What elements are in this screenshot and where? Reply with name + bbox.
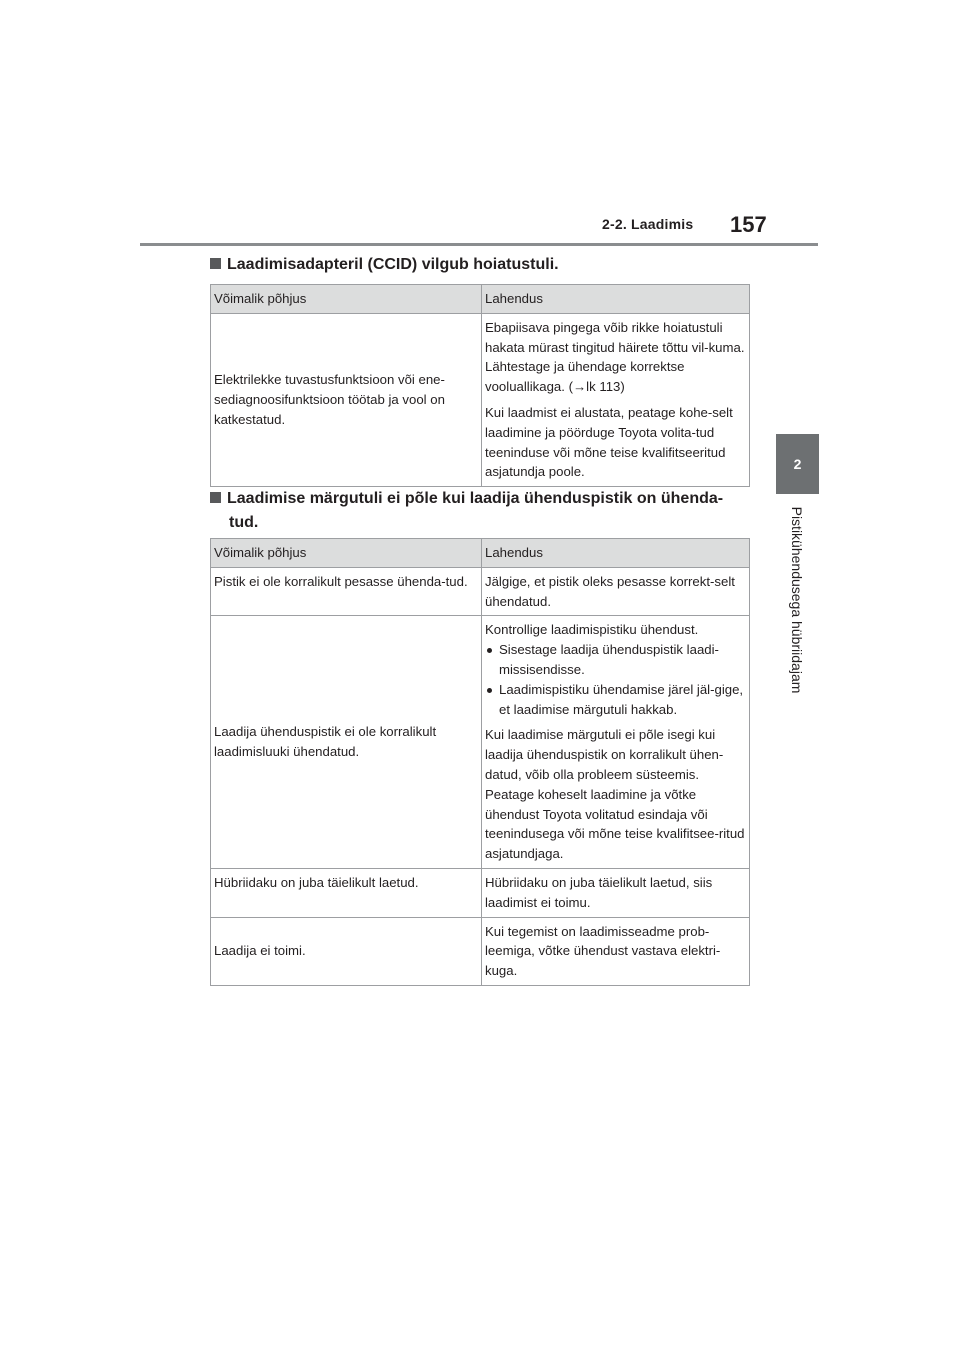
- solution-bullet-list: [485, 640, 746, 719]
- table-header-row: [211, 539, 750, 568]
- page-number: 157: [730, 212, 767, 237]
- charging-light-table: [210, 538, 750, 986]
- chapter-tab: [776, 434, 819, 494]
- table-header-row: [211, 285, 750, 314]
- section-heading-charging-light: [210, 487, 750, 535]
- table-row: [211, 616, 750, 869]
- solution-cell: Kui tegemist on laadimisseadme prob-leemiga, võtke ühendust vastava elektri-kuga.: [482, 917, 750, 985]
- cause-cell: Laadija ühenduspistik ei ole korralikult laadimisluuki ühendatud.: [211, 616, 482, 869]
- solution-intro: Kontrollige laadimispistiku ühendust.: [485, 622, 699, 638]
- solution-cell: [482, 313, 750, 486]
- heading-line: [210, 487, 750, 511]
- header-divider: [140, 243, 818, 246]
- cause-cell: Laadija ei toimi.: [211, 917, 482, 985]
- heading-text: Laadimisadapteril (CCID) vilgub hoiatustuli.: [227, 256, 559, 273]
- square-bullet-icon: [210, 492, 221, 503]
- chapter-number: 2: [793, 456, 802, 472]
- column-header-solution: Lahendus: [482, 285, 750, 314]
- cause-cell: Pistik ei ole korralikult pesasse ühenda-tud.: [211, 567, 482, 616]
- solution-paragraph: Kui laadmist ei alustata, peatage kohe-selt laadimine ja pöörduge Toyota volita-tud teeninduse või mõne teise kvalifitseeritud asjatundja poole.: [485, 404, 733, 480]
- square-bullet-icon: [210, 258, 221, 269]
- chapter-label: Pistikühendusega hübriidajam: [789, 506, 805, 694]
- table-row: [211, 313, 750, 486]
- list-item: Sisestage laadija ühenduspistik laadi-missisendisse.: [485, 640, 746, 680]
- cause-cell: Elektrilekke tuvastusfunktsioon või ene-sediagnoosifunktsioon töötab ja vool on katkestatud.: [211, 313, 482, 486]
- table-row: [211, 567, 750, 616]
- ccid-table: [210, 284, 750, 487]
- heading-line: tud.: [229, 514, 259, 531]
- solution-paragraph: Ebapiisava pingega võib rikke hoiatustuli hakata mürast tingitud häirete tõttu vil-kuma. Lähtestage ja ühendage korrektse vooluallikaga. (→lk 113): [485, 319, 745, 395]
- heading-text: Laadimise märgutuli ei põle kui laadija ühenduspistik on ühenda-: [227, 490, 724, 507]
- solution-cell: Hübriidaku on juba täielikult laetud, siis laadimist ei toimu.: [482, 868, 750, 917]
- table-row: [211, 917, 750, 985]
- section-header: 2-2. Laadimis: [602, 216, 694, 232]
- column-header-solution: Lahendus: [482, 539, 750, 568]
- section-heading-ccid: [210, 253, 750, 277]
- column-header-cause: Võimalik põhjus: [211, 539, 482, 568]
- column-header-cause: Võimalik põhjus: [211, 285, 482, 314]
- list-item: Laadimispistiku ühendamise järel jäl-gige, et laadimise märgutuli hakkab.: [485, 680, 746, 720]
- solution-paragraph: Kui laadimise märgutuli ei põle isegi kui laadija ühenduspistik on korralikult ühen-datud, võib olla probleem süsteemis. Peatage koheselt laadimine ja võtke ühendust Toyota volitatud esindaja või teenindusega või mõne teise kvalifitsee-ritud asjatundjaga.: [485, 727, 745, 862]
- table-row: [211, 868, 750, 917]
- cause-cell: Hübriidaku on juba täielikult laetud.: [211, 868, 482, 917]
- solution-cell: [482, 616, 750, 869]
- solution-cell: Jälgige, et pistik oleks pesasse korrekt-selt ühendatud.: [482, 567, 750, 616]
